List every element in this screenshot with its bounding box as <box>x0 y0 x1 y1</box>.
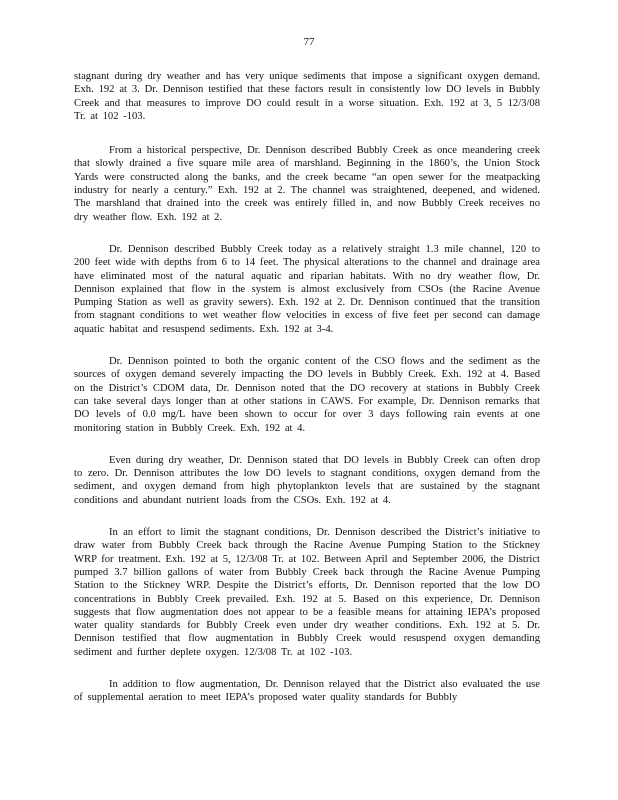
page-number: 77 <box>303 36 315 48</box>
paragraph: stagnant during dry weather and has very unique sediments that impose a significant oxygen demand. Exh. 192 at 3. Dr. Dennison testified that these factors result in consistently low DO levels in Bubbly Creek and that measures to improve DO could result in a worse situation. Exh. 192 at 3, 5 12/3/08 Tr. at 102 -103. <box>74 71 540 122</box>
paragraph: In addition to flow augmentation, Dr. Dennison relayed that the District also evaluated the use of supplemental aeration to meet IEPA’s proposed water quality standards for Bubbly <box>74 678 540 704</box>
paragraph: From a historical perspective, Dr. Dennison described Bubbly Creek as once meandering creek that slowly drained a five square mile area of marshland. Beginning in the 1860’s, the Union Stock Yards were constructed along the banks, and the creek became “an open sewer for the meatpacking industry for nearly a century.” Exh. 192 at 2. The channel was straightened, deepened, and widened. The marshland that drained into the creek was entirely filled in, and now Bubbly Creek receives no dry weather flow. Exh. 192 at 2. <box>74 145 540 223</box>
paragraph: Even during dry weather, Dr. Dennison stated that DO levels in Bubbly Creek can often drop to zero. Dr. Dennison attributes the low DO levels to stagnant conditions, oxygen demand from the sediment, and oxygen demand from high phytoplankton levels that are sustained by the stagnant conditions and abundant nutrient loads from the CSOs. Exh. 192 at 4. <box>74 454 540 506</box>
paragraph: Dr. Dennison described Bubbly Creek today as a relatively straight 1.3 mile channel, 120 to 200 feet wide with depths from 6 to 14 feet. The physical alterations to the channel and drainage area have eliminated most of the natural aquatic and riparian habitats. With no dry weather flow, Dr. Dennison explained that flow in the system is almost exclusively from CSOs (the Racine Avenue Pumping Station as well as gravity sewers). Exh. 192 at 2. Dr. Dennison continued that the transition from stagnant conditions to wet weather flow velocities in excess of five feet per second can damage aquatic habitat and resuspend sediments. Exh. 192 at 3-4. <box>74 243 540 335</box>
body-text <box>74 70 540 724</box>
paragraph: Dr. Dennison pointed to both the organic content of the CSO flows and the sediment as the sources of oxygen demand severely impacting the DO levels in Bubbly Creek. Exh. 192 at 4. Based on the District’s CDOM data, Dr. Dennison noted that the DO recovery at stations in Bubbly Creek can take several days longer than at other stations in CAWS. For example, Dr. Dennison remarks that DO levels of 0.0 mg/L have been shown to occur for over 3 days following rain events at one monitoring station in Bubbly Creek. Exh. 192 at 4. <box>74 356 540 434</box>
paragraph: In an effort to limit the stagnant conditions, Dr. Dennison described the District’s initiative to draw water from Bubbly Creek back through the Racine Avenue Pumping Station to the Stickney WRP for treatment. Exh. 192 at 5, 12/3/08 Tr. at 102. Between April and September 2006, the District pumped 3.7 billion gallons of water from Bubbly Creek back through the Racine Avenue Pumping Station to the Stickney WRP. Despite the District’s efforts, Dr. Dennison reported that the low DO concentrations in Bubbly Creek prevailed. Exh. 192 at 5. Based on this experience, Dr. Dennison suggests that flow augmentation does not appear to be a feasible means for attaining IEPA’s proposed water quality standards for Bubbly Creek even under dry weather conditions. Exh. 192 at 5. Dr. Dennison testified that flow augmentation in Bubbly Creek would resuspend oxygen demanding sediment and further deplete oxygen. 12/3/08 Tr. at 102 -103. <box>74 527 540 658</box>
